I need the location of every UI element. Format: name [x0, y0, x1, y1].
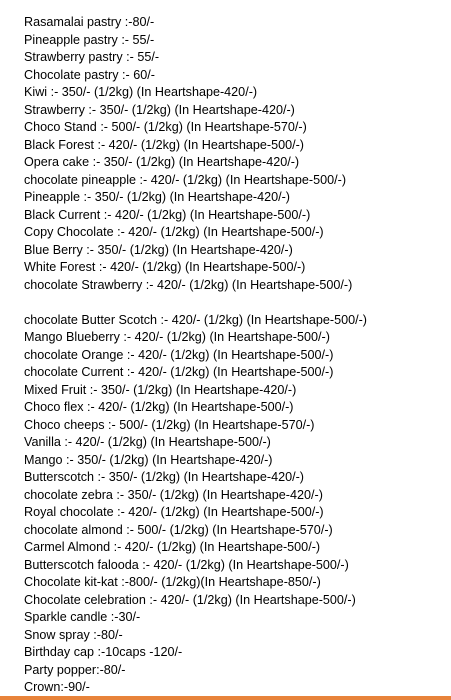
menu-line-crown: Crown:-90/-: [24, 680, 90, 694]
bottom-accent-bar: [0, 696, 451, 700]
menu-line-white-forest: White Forest :- 420/- (1/2kg) (In Heartshape-500/-): [24, 260, 306, 274]
menu-line-royal-chocolate: Royal chocolate :- 420/- (1/2kg) (In Heartshape-500/-): [24, 505, 324, 519]
menu-line-choco-cheeps: Choco cheeps :- 500/- (1/2kg) (In Heartshape-570/-): [24, 417, 315, 432]
menu-line-chocolate-celebration: Chocolate celebration :- 420/- (1/2kg) (In Heartshape-500/-): [24, 592, 356, 607]
menu-line-chocolate-almond: chocolate almond :- 500/- (1/2kg) (In Heartshape-570/-): [24, 522, 333, 537]
menu-line-chocolate-pastry: Chocolate pastry :- 60/-: [24, 67, 155, 82]
menu-line-blue-berry: Blue Berry :- 350/- (1/2kg) (In Heartshape-420/-): [24, 242, 293, 257]
menu-line-sparkle-candle: Sparkle candle :-30/-: [24, 610, 141, 624]
menu-line-strawberry: Strawberry :- 350/- (1/2kg) (In Heartshape-420/-): [24, 102, 295, 117]
menu-line-vanilla: Vanilla :- 420/- (1/2kg) (In Heartshape-500/-): [24, 435, 271, 449]
menu-line-chocolate-orange: chocolate Orange :- 420/- (1/2kg) (In Heartshape-500/-): [24, 347, 334, 362]
menu-line-choco-flex: Choco flex :- 420/- (1/2kg) (In Heartshape-500/-): [24, 400, 294, 414]
menu-line-mango: Mango :- 350/- (1/2kg) (In Heartshape-420/-): [24, 452, 273, 467]
menu-line-black-current: Black Current :- 420/- (1/2kg) (In Heartshape-500/-): [24, 207, 311, 222]
menu-line-mango-blueberry: Mango Blueberry :- 420/- (1/2kg) (In Heartshape-500/-): [24, 330, 330, 344]
menu-spacer: [24, 294, 444, 312]
menu-line-chocolate-kit-kat: Chocolate kit-kat :-800/- (1/2kg)(In Heartshape-850/-): [24, 575, 321, 589]
menu-line-chocolate-pineapple: chocolate pineapple :- 420/- (1/2kg) (In Heartshape-500/-): [24, 172, 347, 187]
menu-line-chocolate-butter-scotch: chocolate Butter Scotch :- 420/- (1/2kg) (In Heartshape-500/-): [24, 312, 367, 327]
menu-line-mixed-fruit: Mixed Fruit :- 350/- (1/2kg) (In Heartshape-420/-): [24, 382, 297, 397]
menu-line-pineapple-pastry: Pineapple pastry :- 55/-: [24, 32, 155, 47]
menu-line-butterscotch-falooda: Butterscotch falooda :- 420/- (1/2kg) (In Heartshape-500/-): [24, 557, 349, 572]
menu-line-snow-spray: Snow spray :-80/-: [24, 627, 123, 642]
menu-line-opera-cake: Opera cake :- 350/- (1/2kg) (In Heartshape-420/-): [24, 155, 300, 169]
menu-line-black-forest: Black Forest :- 420/- (1/2kg) (In Heartshape-500/-): [24, 137, 304, 152]
menu-line-birthday-cap: Birthday cap :-10caps -120/-: [24, 645, 183, 659]
menu-line-chocolate-zebra: chocolate zebra :- 350/- (1/2kg) (In Heartshape-420/-): [24, 487, 323, 502]
price-list: [24, 14, 444, 697]
menu-line-chocolate-strawberry: chocolate Strawberry :- 420/- (1/2kg) (In Heartshape-500/-): [24, 277, 353, 292]
menu-line-kiwi: Kiwi :- 350/- (1/2kg) (In Heartshape-420/-): [24, 85, 258, 99]
menu-line-choco-stand: Choco Stand :- 500/- (1/2kg) (In Heartshape-570/-): [24, 120, 307, 134]
menu-line-strawberry-pastry: Strawberry pastry :- 55/-: [24, 50, 160, 64]
menu-line-chocolate-current: chocolate Current :- 420/- (1/2kg) (In Heartshape-500/-): [24, 365, 334, 379]
menu-line-pineapple: Pineapple :- 350/- (1/2kg) (In Heartshape-420/-): [24, 190, 291, 204]
menu-line-copy-chocolate: Copy Chocolate :- 420/- (1/2kg) (In Heartshape-500/-): [24, 225, 324, 239]
menu-line-party-popper: Party popper:-80/-: [24, 662, 126, 677]
menu-line-carmel-almond: Carmel Almond :- 420/- (1/2kg) (In Heartshape-500/-): [24, 540, 321, 554]
menu-line-rasamalai-pastry: Rasamalai pastry :-80/-: [24, 15, 155, 29]
menu-line-butterscotch: Butterscotch :- 350/- (1/2kg) (In Heartshape-420/-): [24, 470, 304, 484]
